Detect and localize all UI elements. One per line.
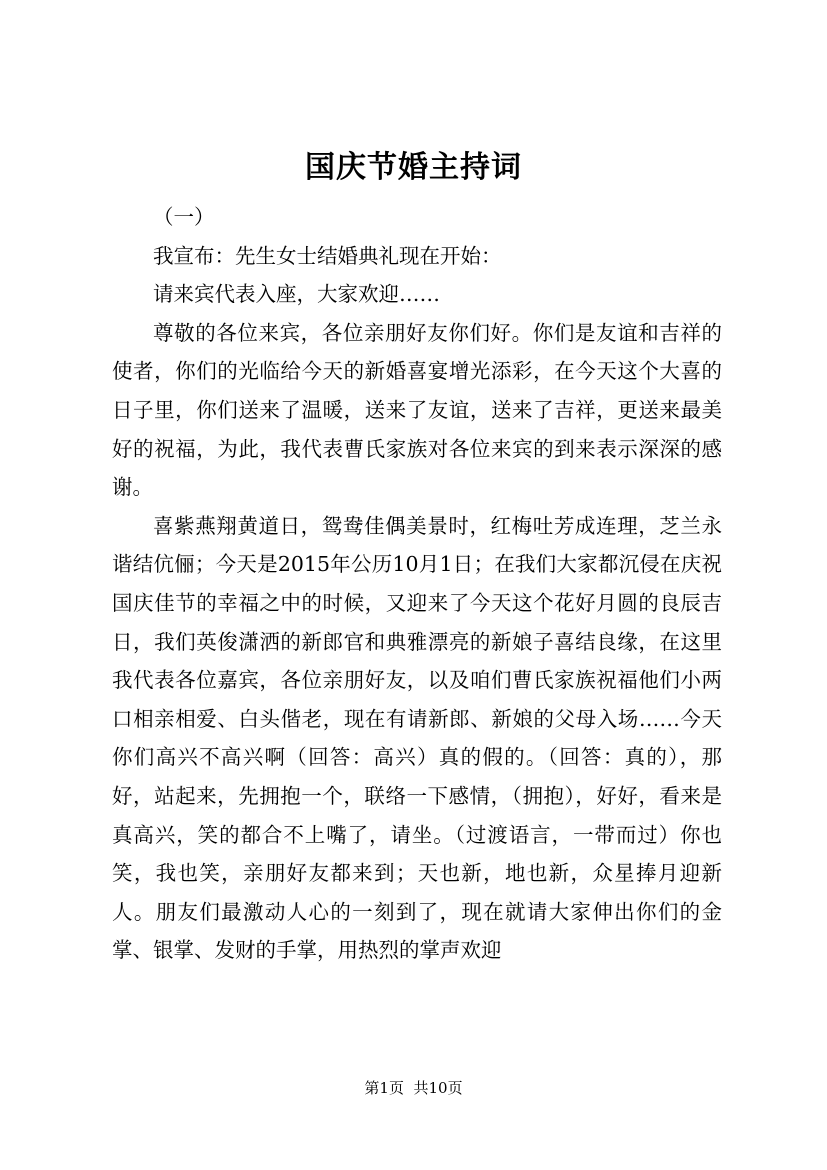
paragraph-section-number: （一） (153, 205, 215, 229)
paragraph-welcome: 尊敬的各位来宾，各位亲朋好友你们好。你们是友谊和吉祥的使者，你们的光临给今天的新婚喜宴增光添彩，在今天这个大喜的日子里，你们送来了温暖，送来了友谊，送来了吉祥，更送来最美好的祝福，为此，我代表曹氏家族对各位来宾的到来表示深深的感谢。 (112, 320, 722, 500)
document-title: 国庆节婚主持词 (305, 150, 522, 185)
document-body (112, 198, 722, 970)
paragraph-seating: 请来宾代表入座，大家欢迎…… (153, 282, 440, 307)
page-number-label: 第1页 共10页 (364, 1079, 463, 1097)
paragraph-announcement: 我宣布：先生女士结婚典礼现在开始： (153, 243, 502, 268)
page-footer (0, 1078, 827, 1098)
paragraph-ceremony: 喜紫燕翔黄道日，鸳鸯佳偶美景时，红梅吐芳成连理，芝兰永谐结伉俪；今天是2015年公历10月1日；在我们大家都沉侵在庆祝国庆佳节的幸福之中的时候，又迎来了今天这个花好月圆的良辰吉日，我们英俊潇洒的新郎官和典雅漂亮的新娘子喜结良缘，在这里我代表各位嘉宾，各位亲朋好友，以及咱们曹氏家族祝福他们小两口相亲相爱、白头偕老，现在有请新郎、新娘的父母入场……今天你们高兴不高兴啊（回答：高兴）真的假的。（回答：真的），那好，站起来，先拥抱一个，联络一下感情，（拥抱），好好，看来是真高兴，笑的都合不上嘴了，请坐。（过渡语言，一带而过）你也笑，我也笑，亲朋好友都来到；天也新，地也新，众星捧月迎新人。朋友们最激动人心的一刻到了，现在就请大家伸出你们的金掌、银掌、发财的手掌，用热烈的掌声欢迎 (112, 513, 722, 963)
